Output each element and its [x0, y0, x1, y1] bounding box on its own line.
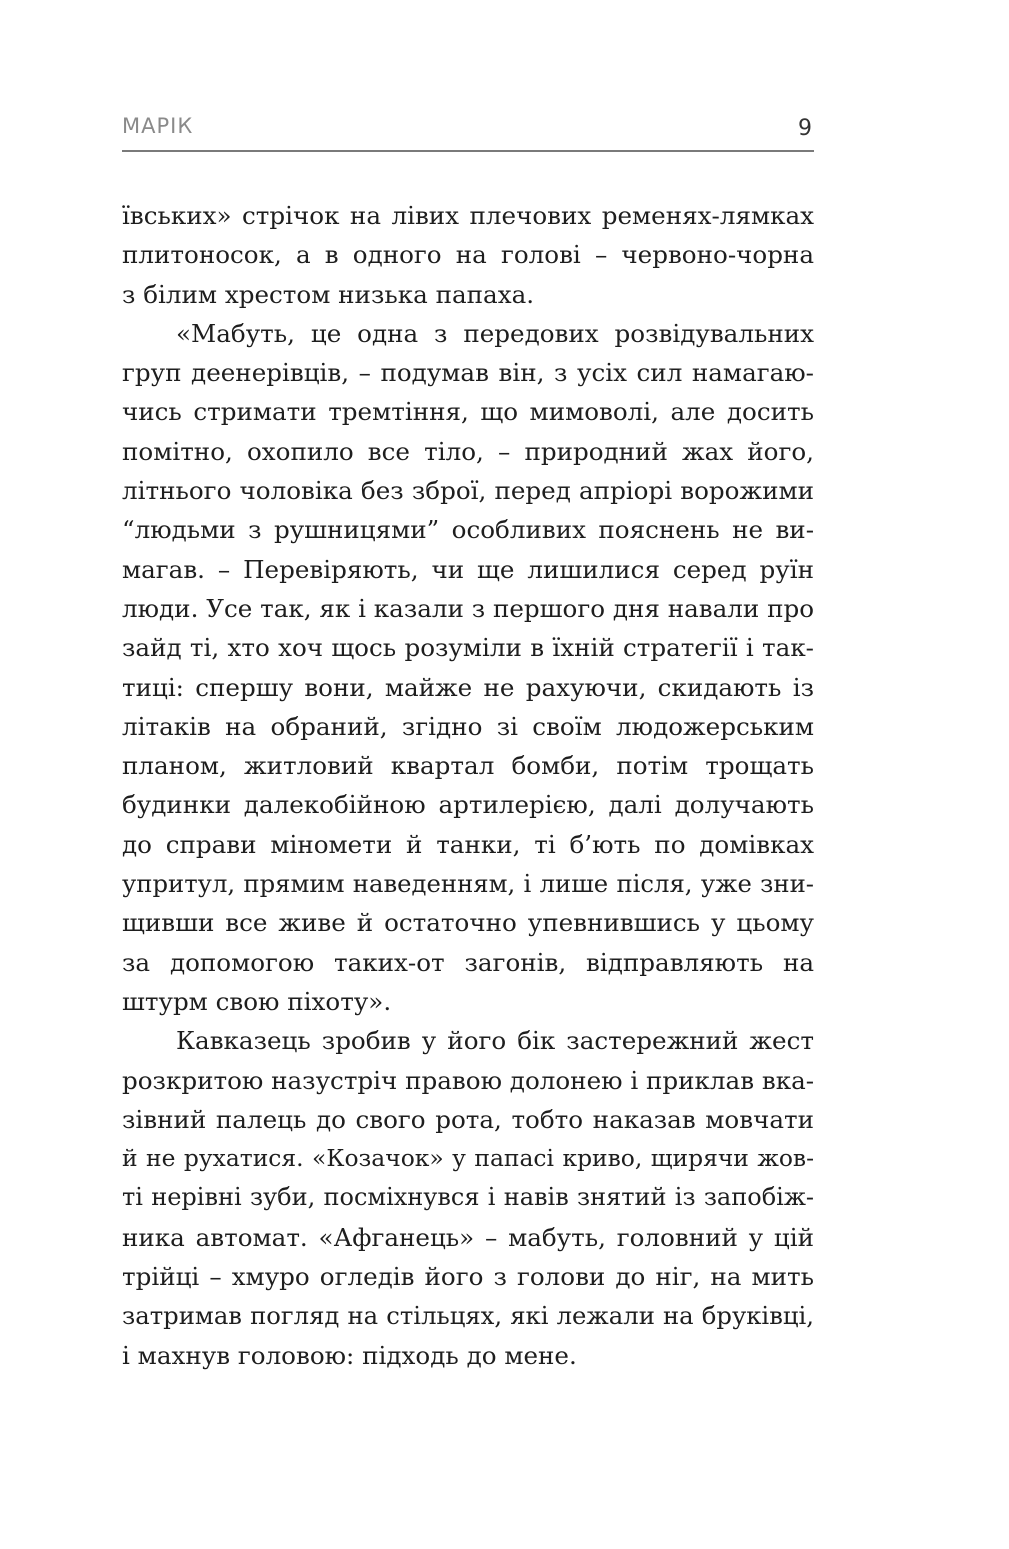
text-line: літаків на обраний, згідно зі своїм людожерським	[122, 711, 814, 741]
text-line: ті нерівні зуби, посміхнувся і навів знятий із запобіж-	[122, 1183, 814, 1212]
text-line: зайд ті, хто хоч щось розуміли в їхній стратегії і так-	[122, 633, 814, 663]
text-line: до справи міномети й танки, ті б’ють по домівках	[122, 829, 814, 859]
text-line: груп деенерівців, – подумав він, з усіх сил намагаю-	[122, 358, 814, 388]
text-line: ника автомат. «Афганець» – мабуть, головний у цій	[122, 1222, 814, 1252]
text-line: магав. – Перевіряють, чи ще лишилися серед руїн	[122, 554, 814, 584]
text-line: Кавказець зробив у його бік застережний жест	[176, 1026, 814, 1056]
paragraph	[122, 196, 814, 314]
text-line: чись стримати тремтіння, що мимоволі, але досить	[122, 397, 814, 427]
text-line: і махнув головою: підходь до мене.	[122, 1340, 577, 1370]
running-head-title: МАРІК	[122, 114, 194, 138]
text-line: планом, житловий квартал бомби, потім трощать	[122, 751, 814, 781]
body-text	[122, 196, 814, 1375]
text-line: за допомогою таких-от загонів, відправляють на	[122, 947, 814, 977]
text-line: “людьми з рушницями” особливих пояснень не ви-	[122, 515, 814, 545]
text-line: розкритою назустріч правою долонею і приклав вка-	[122, 1065, 815, 1095]
running-head	[122, 108, 814, 152]
paragraph	[122, 314, 814, 1021]
text-line: трійці – хмуро огледів його з голови до ніг, на мить	[122, 1262, 814, 1292]
page-number: 9	[798, 116, 812, 141]
text-line: літнього чоловіка без зброї, перед апріорі ворожими	[122, 476, 814, 506]
text-line: й не рухатися. «Козачок» у папасі криво, щирячи жов-	[122, 1144, 814, 1173]
text-line: затримав погляд на стільцях, які лежали на бруківці,	[122, 1301, 814, 1331]
text-line: ївських» стрічок на лівих плечових ременях-лямках	[122, 201, 814, 230]
paragraph	[122, 1021, 814, 1375]
text-line: «Мабуть, це одна з передових розвідувальних	[176, 318, 814, 348]
text-line: люди. Усе так, як і казали з першого дня навали про	[122, 593, 815, 623]
text-line: упритул, прямим наведенням, і лише після, уже зни-	[122, 869, 814, 899]
text-line: з білим хрестом низька папаха.	[122, 279, 535, 309]
text-line: зівний палець до свого рота, тобто наказав мовчати	[122, 1104, 814, 1134]
text-line: плитоносок, а в одного на голові – червоно-чорна	[122, 240, 814, 270]
text-line: тиці: спершу вони, майже не рахуючи, скидають із	[122, 672, 814, 702]
text-line: щивши все живе й остаточно упевнившись у цьому	[122, 908, 814, 938]
text-line: штурм свою піхоту».	[122, 986, 392, 1016]
text-line: помітно, охопило все тіло, – природний жах його,	[122, 436, 814, 466]
text-line: будинки далекобійною артилерією, далі долучають	[122, 790, 814, 820]
